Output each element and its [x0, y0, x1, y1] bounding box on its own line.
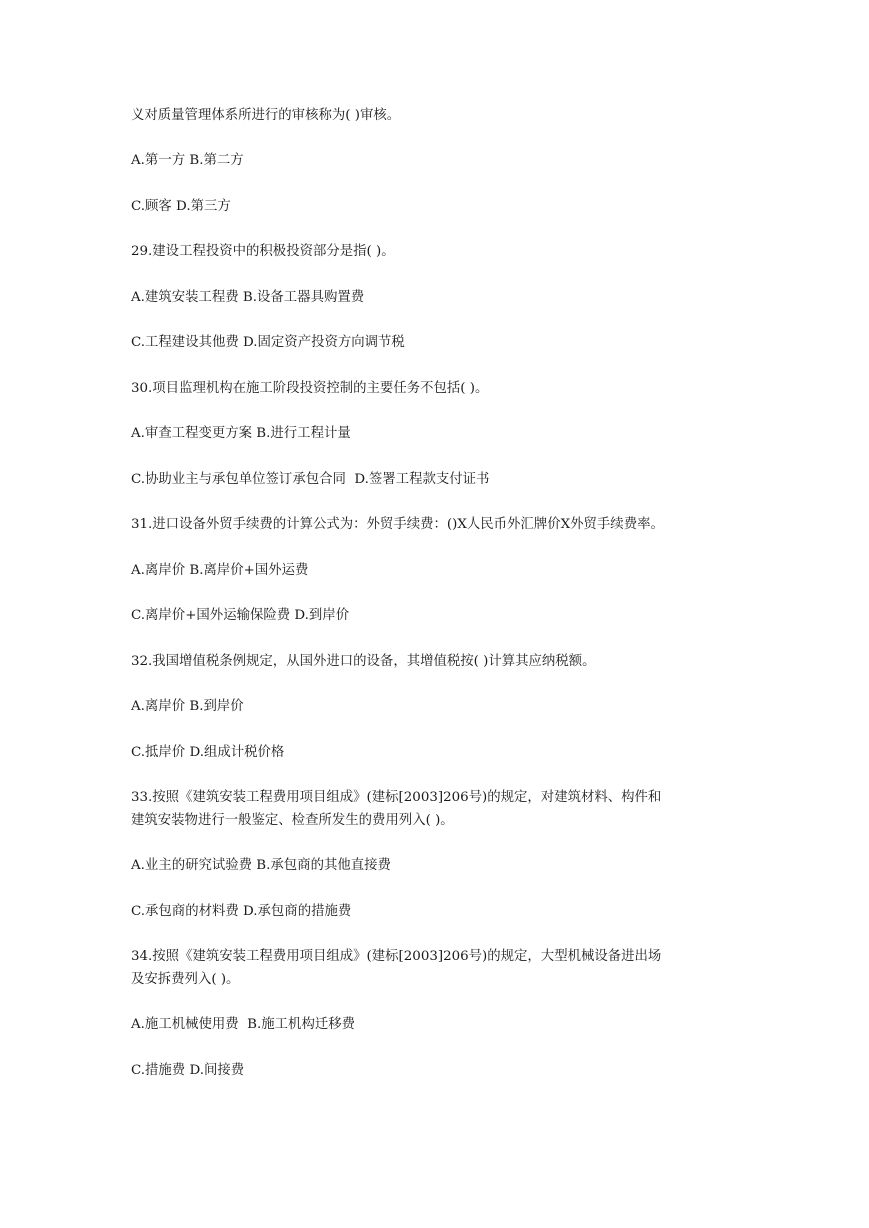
question-31: 31.进口设备外贸手续费的计算公式为：外贸手续费：()X人民币外汇牌价X外贸手续费率。 [131, 517, 664, 532]
option-line: A.第一方 B.第二方 [131, 153, 244, 168]
option-line: C.承包商的材料费 D.承包商的措施费 [131, 904, 352, 919]
option-line: A.建筑安装工程费 B.设备工器具购置费 [131, 290, 365, 305]
option-line: C.离岸价+国外运输保险费 D.到岸价 [131, 608, 350, 623]
text-line: 义对质量管理体系所进行的审核称为( )审核。 [131, 108, 401, 123]
question-32: 32.我国增值税条例规定，从国外进口的设备，其增值税按( )计算其应纳税额。 [131, 654, 596, 669]
question-30: 30.项目监理机构在施工阶段投资控制的主要任务不包括( )。 [131, 381, 489, 396]
question-34: 34.按照《建筑安装工程费用项目组成》(建标[2003]206号)的规定，大型机械设备进出场 [131, 949, 662, 964]
question-34-continued: 及安拆费列入( )。 [131, 972, 240, 987]
question-33: 33.按照《建筑安装工程费用项目组成》(建标[2003]206号)的规定，对建筑材料、构件和 [131, 790, 662, 805]
option-line: A.离岸价 B.离岸价+国外运费 [131, 563, 309, 578]
option-line: A.审查工程变更方案 B.进行工程计量 [131, 426, 351, 441]
option-line: A.业主的研究试验费 B.承包商的其他直接费 [131, 858, 391, 873]
option-line: A.施工机械使用费 B.施工机构迁移费 [131, 1017, 356, 1032]
question-33-continued: 建筑安装物进行一般鉴定、检查所发生的费用列入( )。 [131, 813, 454, 828]
option-line: C.协助业主与承包单位签订承包合同 D.签署工程款支付证书 [131, 472, 490, 487]
option-line: C.抵岸价 D.组成计税价格 [131, 745, 285, 760]
question-29: 29.建设工程投资中的积极投资部分是指( )。 [131, 244, 395, 259]
option-line: C.顾客 D.第三方 [131, 199, 231, 214]
option-line: C.工程建设其他费 D.固定资产投资方向调节税 [131, 335, 405, 350]
option-line: C.措施费 D.间接费 [131, 1063, 245, 1078]
option-line: A.离岸价 B.到岸价 [131, 699, 244, 714]
